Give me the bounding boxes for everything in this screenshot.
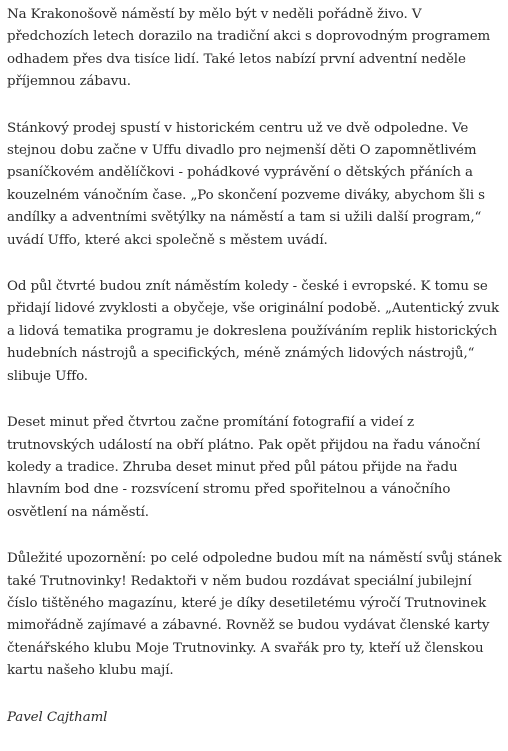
article-paragraph-4: Deset minut před čtvrtou začne promítání fotografií a videí z trutnovských událostí na obří plátno. Pak opět přijdou na řadu vánoční koledy a tradice. Zhruba deset minut před půl pátou přijde na řadu hlavním bod dne - rozsvícení stromu před spořitelnou a vánočního osvětlení na náměstí.: [7, 415, 481, 520]
article-paragraph-3: Od půl čtvrté budou znít náměstím koledy - české i evropské. K tomu se přidají lidové zvyklosti a obyčeje, vše originální podobě. „Autentický zvuk a lidová tematika programu je dokreslena používáním replik historických hudebních nástrojů a specifických, méně známých lidových nástrojů,“ slibuje Uffo.: [7, 279, 500, 384]
article-body: [7, 4, 504, 729]
article-paragraph-1: Na Krakonošově náměstí by mělo být v neděli pořádně živo. V předchozích letech dorazilo na tradiční akci s doprovodným programem odhadem přes dva tisíce lidí. Také letos nabízí první adventní neděle příjemnou zábavu.: [7, 7, 491, 90]
article-paragraph-5: Důležité upozornění: po celé odpoledne budou mít na náměstí svůj stánek také Trutnovinky! Redaktoři v něm budou rozdávat speciální jubilejní číslo tištěného magazínu, které je díky desetiletému výročí Trutnovinek mimořádně zajímavé a zábavné. Rovněž se budou vydávat členské karty čtenářského klubu Moje Trutnovinky. A svařák pro ty, kteří už členskou kartu našeho klubu mají.: [7, 551, 502, 679]
article-paragraph-2: Stánkový prodej spustí v historickém centru už ve dvě odpoledne. Ve stejnou dobu začne v Uffu divadlo pro nejmenší děti O zapomnětlivém psaníčkovém andělíčkovi - pohádkové vyprávění o dětských přáních a kouzelném vánočním čase. „Po skončení pozveme diváky, abychom šli s andílky a adventními světýlky na náměstí a tam si užili další program,“ uvádí Uffo, které akci společně s městem uvádí.: [7, 120, 485, 248]
article-author: Pavel Cajthaml: [7, 709, 108, 725]
